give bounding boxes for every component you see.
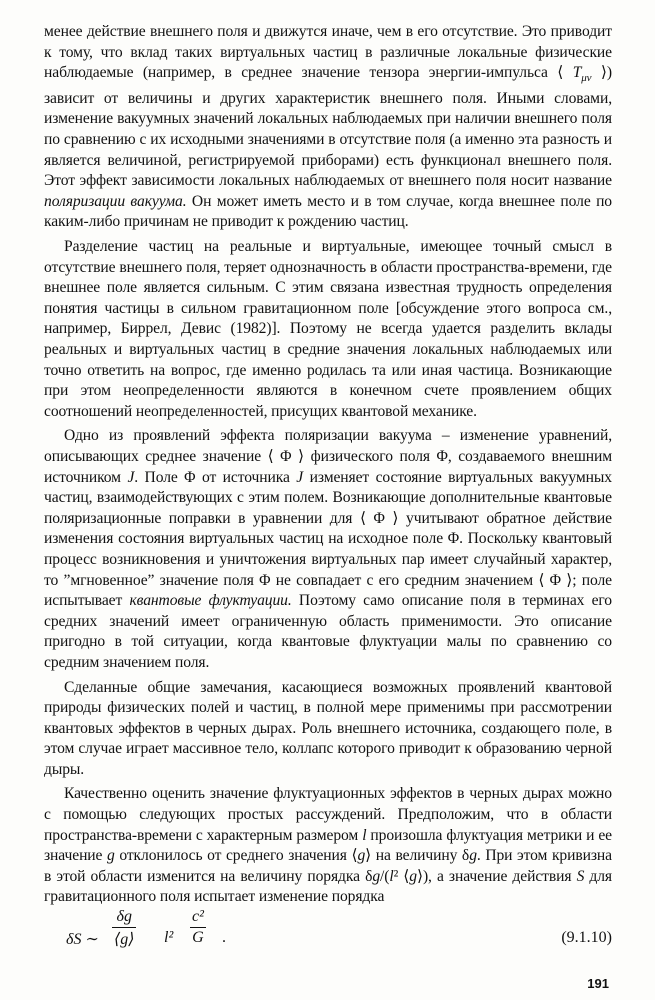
var-l: l <box>362 826 367 844</box>
fraction-numerator: c² <box>192 908 204 925</box>
source-j: J <box>127 468 135 486</box>
p1-text-b: ⟩) зависит от величины и других характеристик внешнего поля. Иными словами, изменение вакуумных значений локальных наблюдаемых при наличии внешнего поля по сравнению с их исходными значениями в отсутствие поля (а именно эта разность и является величиной, регистрируемой приборами) есть функционал внешнего поля. Этот эффект зависимости локальных наблюдаемых от внешнего поля носит название <box>44 64 613 190</box>
p3-text-c: изменяет состояние виртуальных вакуумных частиц, взаимодействующих с этим полем. Возникающие дополнительные квантовые поляризационные поправки в уравнении для ⟨ Φ ⟩ учитывают обратное действие изменения состояния виртуальных частиц на исходное поле Φ. Поскольку квантовый процесс возникновения и уничтожения виртуальных пар имеет случайный характер, то ”мгновенное” значение поля Φ не совпадает с его средним значением ⟨ Φ ⟩; поле испытывает <box>44 468 612 610</box>
equation-period: . <box>222 929 226 946</box>
fraction-bar <box>112 927 136 928</box>
l-squared: l² <box>164 929 174 946</box>
equation-9-1-10 <box>66 906 612 970</box>
fraction-dg-over-g <box>112 908 136 949</box>
page-number: 191 <box>587 976 609 991</box>
p5-text-f2: ² ⟨ <box>393 867 410 885</box>
p5-text-h: ⟩), а значение действия <box>416 867 577 885</box>
p5-text-c: отклонилось от среднего значения ⟨ <box>114 847 358 865</box>
t-mu-nu-symbol: T <box>572 64 582 82</box>
p5-text-i: для гравитационного поля испытает изменение порядка <box>44 867 612 906</box>
fraction-c2-over-g <box>190 908 206 947</box>
equation-number: (9.1.10) <box>561 929 612 946</box>
term-vacuum-polarization: поляризации вакуума. <box>44 192 187 210</box>
var-g: g <box>372 867 381 885</box>
source-j: J <box>296 468 304 486</box>
paragraph-5 <box>44 784 612 908</box>
paragraph-1 <box>44 22 612 233</box>
var-g: g <box>357 847 366 865</box>
p1-text-c: Он может иметь место и в том случае, когда внешнее поле по каким-либо причинам не приводит к рождению частиц. <box>44 192 613 231</box>
var-g: g <box>469 847 477 865</box>
var-l: l <box>389 867 394 885</box>
var-s: S <box>576 867 585 885</box>
paragraph-4: Сделанные общие замечания, касающиеся возможных проявлений квантовой природы физических полей и частиц, в полной мере применимы при рассмотрении квантовых эффектов в черных дырах. Роль внешнего источника, создающего поле, в этом случае играет массивное тело, коллапс которого приводит к образованию черной дыры. <box>44 678 612 778</box>
body-text <box>44 22 612 912</box>
var-g: g <box>107 847 115 865</box>
fraction-denominator: ⟨g⟩ <box>114 931 135 948</box>
var-g: g <box>409 867 417 885</box>
p5-text-f: /( <box>380 867 390 885</box>
p5-text-d: ⟩ на величину δ <box>365 847 470 865</box>
p5-text-a: Качественно оценить значение флуктуационных эффектов в черных дырах можно с помощью следующих простых рассуждений. Предположим, что в области пространства-времени с характерным размером <box>44 785 612 844</box>
paragraph-2: Разделение частиц на реальные и виртуальные, имеющее точный смысл в отсутствие внешнего поля, теряет однозначность в области пространства-времени, где внешнее поле является сильным. С этим связана известная трудность определения понятия частицы в сильном гравитационном поле [обсуждение этого вопроса см., например, Биррел, Девис (1982)]. Поэтому не всегда удается разделить вклады реальных и виртуальных частиц в средние значения локальных наблюдаемых или точно ответить на вопрос, где именно родилась та или иная частица. Возникающие при этом неопределенности являются в конечном счете проявлением общих соотношений неопределенностей, присущих квантовой механике. <box>44 238 612 420</box>
p5-text-e: . При этом кривизна в этой области изменится на величину порядка δ <box>44 847 612 885</box>
fraction-denominator: G <box>192 929 204 946</box>
equation-lhs: δS ∼ <box>66 931 99 948</box>
fraction-bar <box>190 927 206 928</box>
p3-text-b: . Поле Φ от источника <box>134 468 297 486</box>
p5-text-b: произошла флуктуация метрики и ее значение <box>44 826 612 865</box>
p3-text-d: Поэтому само описание поля в терминах его средних значений имеет ограниченную область применимости. Это описание пригодно в той ситуации, когда квантовые флуктуации малы по сравнению со средним значением поля. <box>44 592 613 671</box>
paragraph-3 <box>44 426 612 673</box>
fraction-numerator: δg <box>116 908 132 925</box>
t-mu-nu-subscript: μν <box>581 72 592 85</box>
p1-text-a: менее действие внешнего поля и движутся иначе, чем в его отсутствие. Это приводит к тому, что вклад таких виртуальных частиц в различные локальные физические наблюдаемые (например, в среднее значение тензора энергии-импульса ⟨ <box>44 23 612 82</box>
p3-text-a: Одно из проявлений эффекта поляризации вакуума – изменение уравнений, описывающих среднее значение ⟨ Φ ⟩ физического поля Φ, создаваемого внешним источником <box>44 427 612 486</box>
term-quantum-fluctuations: квантовые флуктуации. <box>129 592 292 610</box>
